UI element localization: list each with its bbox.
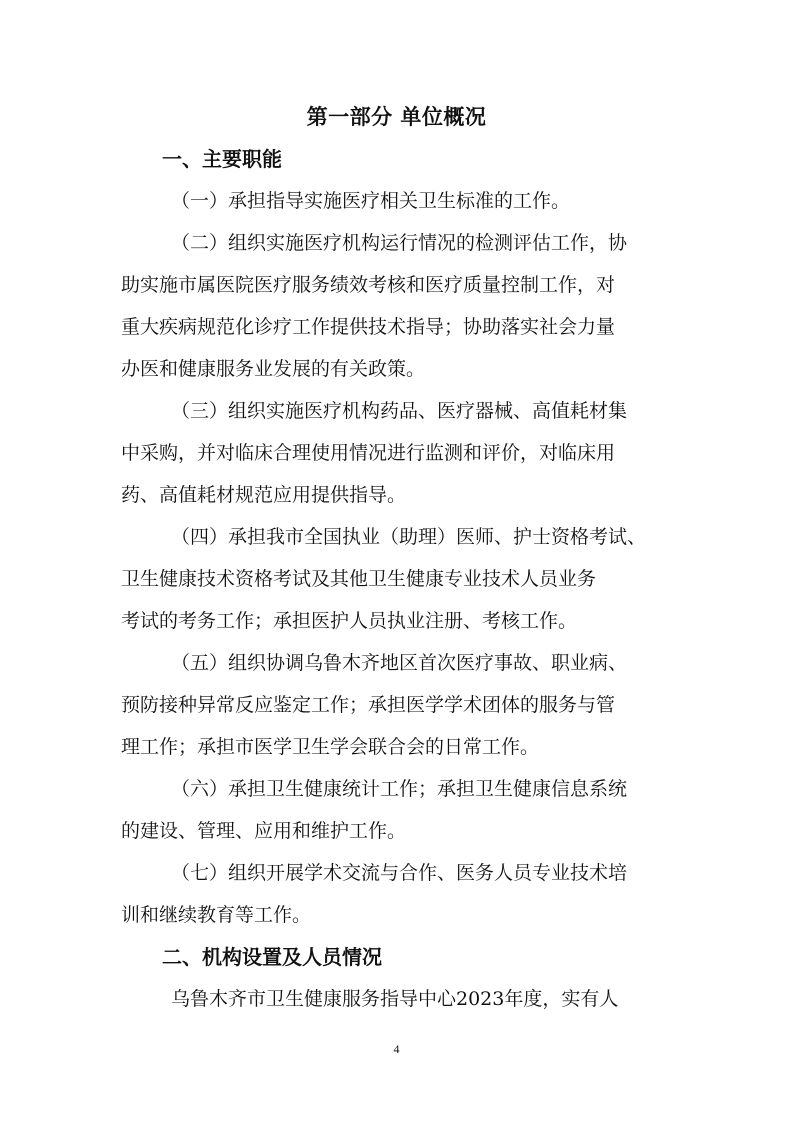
section-heading-organization-staffing: 二、机构设置及人员情况 [162, 945, 382, 969]
paragraph-line: 预防接种异常反应鉴定工作；承担医学学术团体的服务与管 [121, 694, 616, 716]
paragraph-line: 助实施市属医院医疗服务绩效考核和医疗质量控制工作，对 [121, 274, 616, 296]
page-title: 第一部分 单位概况 [306, 105, 487, 129]
section-heading-main-functions: 一、主要职能 [162, 147, 282, 171]
paragraph-line: （二）组织实施医疗机构运行情况的检测评估工作，协 [171, 232, 628, 254]
paragraph-line: 办医和健康服务业发展的有关政策。 [121, 358, 426, 380]
paragraph-line: 的建设、管理、应用和维护工作。 [121, 820, 407, 842]
paragraph-line: （一）承担指导实施医疗相关卫生标准的工作。 [171, 190, 571, 212]
paragraph-line: 药、高值耗材规范应用提供指导。 [121, 484, 407, 506]
paragraph-line: （六）承担卫生健康统计工作；承担卫生健康信息系统 [171, 778, 628, 800]
paragraph-line: 重大疾病规范化诊疗工作提供技术指导；协助落实社会力量 [121, 316, 616, 338]
paragraph-line: （四）承担我市全国执业（助理）医师、护士资格考试、 [171, 526, 647, 548]
paragraph-line: （七）组织开展学术交流与合作、医务人员专业技术培 [171, 862, 628, 884]
paragraph-line: 训和继续教育等工作。 [121, 904, 312, 926]
paragraph-line: 乌鲁木齐市卫生健康服务指导中心2023年度，实有人 [171, 988, 619, 1010]
page-number: 4 [393, 1042, 400, 1056]
paragraph-line: 中采购，并对临床合理使用情况进行监测和评价，对临床用 [121, 442, 616, 464]
paragraph-line: 理工作；承担市医学卫生学会联合会的日常工作。 [121, 736, 540, 758]
paragraph-line: （五）组织协调乌鲁木齐地区首次医疗事故、职业病、 [171, 652, 628, 674]
paragraph-line: 考试的考务工作；承担医护人员执业注册、考核工作。 [121, 610, 578, 632]
paragraph-line: 卫生健康技术资格考试及其他卫生健康专业技术人员业务 [121, 568, 597, 590]
paragraph-line: （三）组织实施医疗机构药品、医疗器械、高值耗材集 [171, 400, 628, 422]
